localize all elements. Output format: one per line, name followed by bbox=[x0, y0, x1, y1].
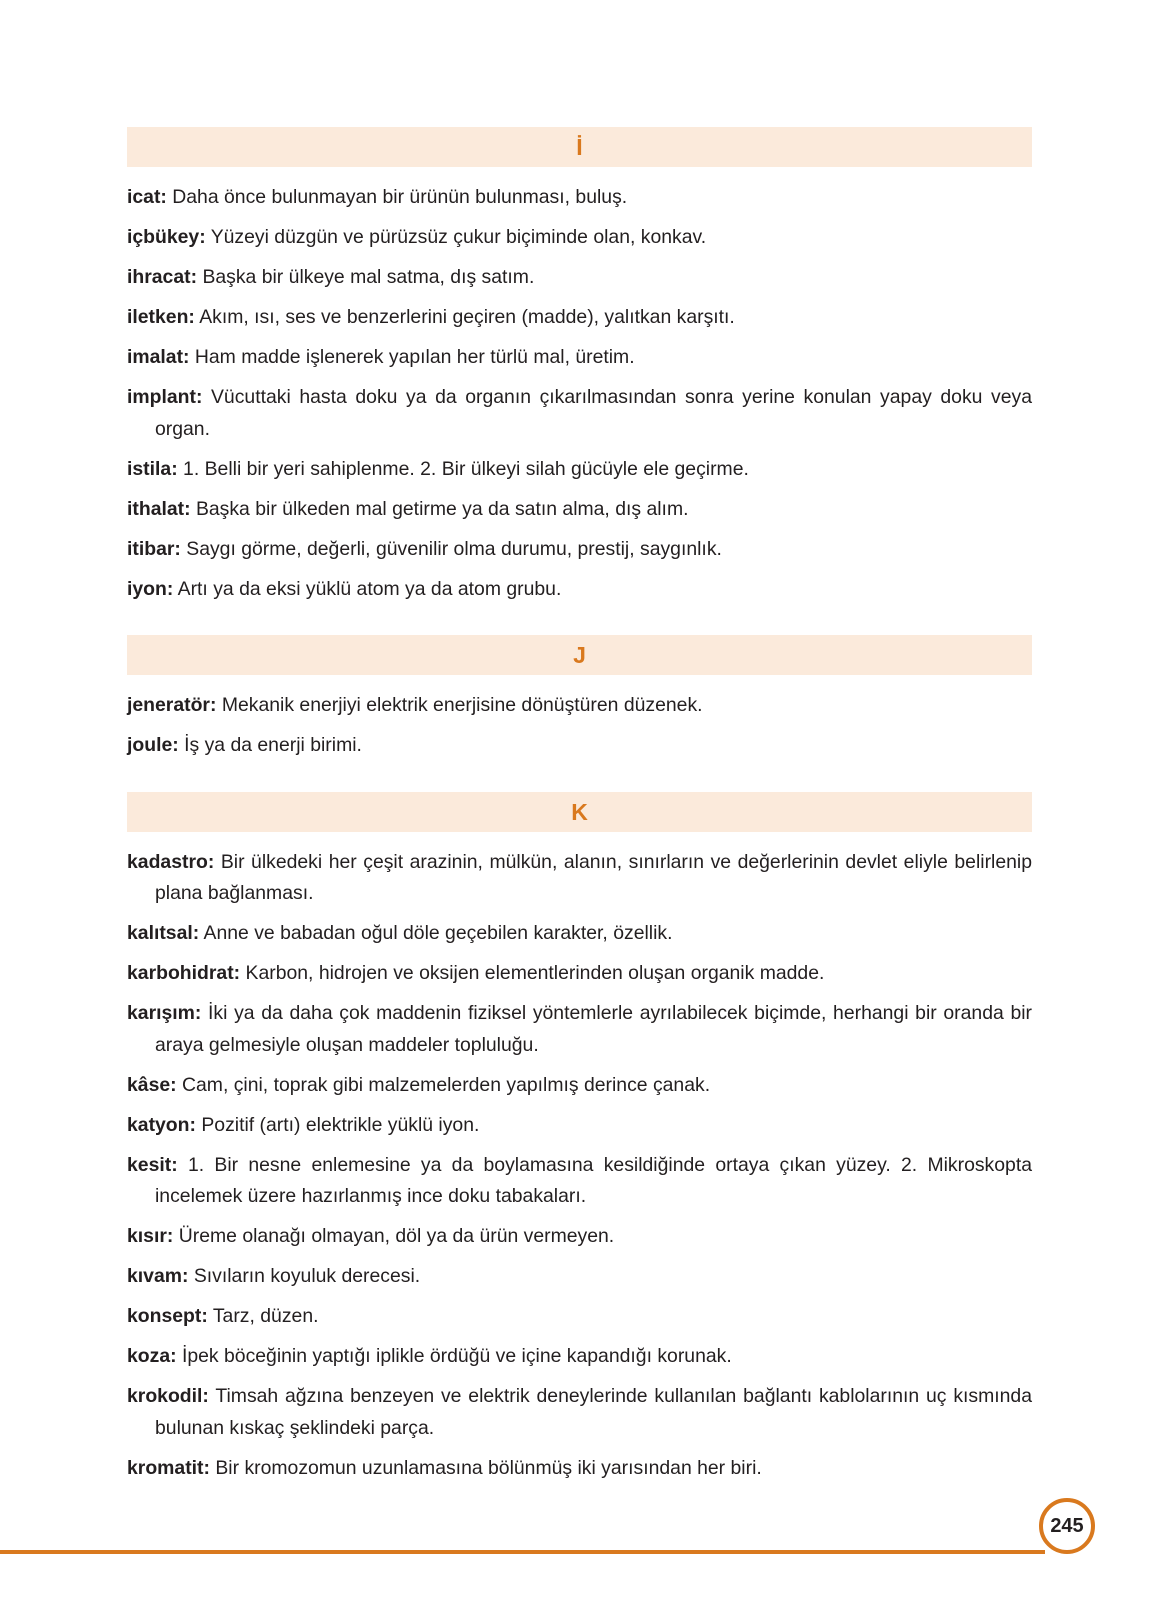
glossary-entry bbox=[127, 574, 1032, 606]
entry-term: karbohidrat: bbox=[127, 962, 241, 984]
entry-term: koza: bbox=[127, 1345, 177, 1367]
entry-term: içbükey: bbox=[127, 226, 206, 248]
entry-definition: Ham madde işlenerek yapılan her türlü mal, üretim. bbox=[194, 346, 635, 368]
section-letter-heading: İ bbox=[127, 127, 1032, 167]
entry-term: kromatit: bbox=[127, 1456, 210, 1479]
entry-term: kıvam: bbox=[127, 1265, 189, 1287]
entry-term: krokodil: bbox=[127, 1385, 209, 1407]
entry-term: kısır: bbox=[127, 1225, 174, 1247]
entry-definition: Tarz, düzen. bbox=[212, 1305, 319, 1327]
entry-definition: Karbon, hidrojen ve oksijen elementlerinden oluşan organik madde. bbox=[245, 962, 825, 984]
entry-definition: Vücuttaki hasta doku ya da organın çıkarılmasından sonra yerine konulan yapay doku veya organ. bbox=[155, 386, 1032, 440]
entry-term: ihracat: bbox=[127, 266, 198, 288]
section-k bbox=[127, 792, 1032, 1485]
entry-term: joule: bbox=[127, 734, 179, 756]
entry-term: konsept: bbox=[127, 1305, 208, 1327]
entry-definition: Daha önce bulunmayan bir ürünün bulunması, buluş. bbox=[172, 186, 628, 208]
entry-term: kalıtsal: bbox=[127, 922, 200, 944]
glossary-entry bbox=[127, 1381, 1032, 1444]
entry-definition: Sıvıların koyuluk derecesi. bbox=[193, 1265, 421, 1287]
entry-term: iyon: bbox=[127, 577, 174, 600]
glossary-entry bbox=[127, 1341, 1032, 1373]
glossary-entry bbox=[127, 1110, 1032, 1142]
page-number: 245 bbox=[1039, 1498, 1095, 1554]
entry-definition: Artı ya da eksi yüklü atom ya da atom grubu. bbox=[177, 577, 562, 600]
entry-definition: İki ya da daha çok maddenin fiziksel yöntemlerle ayrılabilecek biçimde, herhangi bir oranda bir araya gelmesiyle oluşan maddeler topluluğu. bbox=[155, 1002, 1032, 1056]
glossary-entry bbox=[127, 998, 1032, 1061]
glossary-entry bbox=[127, 958, 1032, 990]
glossary-entry bbox=[127, 454, 1032, 486]
entry-term: kesit: bbox=[127, 1153, 178, 1176]
glossary-entry bbox=[127, 918, 1032, 950]
section-i bbox=[127, 127, 1032, 605]
glossary-entry bbox=[127, 1453, 1032, 1485]
entry-definition: Mekanik enerjiyi elektrik enerjisine dönüştüren düzenek. bbox=[221, 694, 703, 716]
glossary-content bbox=[127, 127, 1032, 1514]
entry-definition: Başka bir ülkeye mal satma, dış satım. bbox=[202, 266, 535, 288]
glossary-entry bbox=[127, 1070, 1032, 1102]
entry-term: itibar: bbox=[127, 537, 181, 560]
entry-definition: İş ya da enerji birimi. bbox=[184, 734, 362, 756]
entry-definition: İpek böceğinin yaptığı iplikle ördüğü ve içine kapandığı korunak. bbox=[181, 1345, 732, 1367]
entry-definition: Bir kromozomun uzunlamasına bölünmüş iki yarısından her biri. bbox=[215, 1456, 762, 1479]
entry-definition: Pozitif (artı) elektrikle yüklü iyon. bbox=[201, 1113, 480, 1136]
entry-term: karışım: bbox=[127, 1002, 202, 1024]
entry-definition: 1. Bir nesne enlemesine ya da boylamasına kesildiğinde ortaya çıkan yüzey. 2. Mikroskopta incelemek üzere hazırlanmış ince doku tabakaları. bbox=[155, 1153, 1032, 1207]
entry-term: kadastro: bbox=[127, 850, 215, 873]
entry-definition: 1. Belli bir yeri sahiplenme. 2. Bir ülkeyi silah gücüyle ele geçirme. bbox=[183, 457, 749, 480]
entry-term: kâse: bbox=[127, 1073, 177, 1096]
entry-term: jeneratör: bbox=[127, 694, 217, 716]
entry-definition: Cam, çini, toprak gibi malzemelerden yapılmış derince çanak. bbox=[182, 1073, 711, 1096]
entry-term: katyon: bbox=[127, 1113, 196, 1136]
glossary-entry bbox=[127, 1221, 1032, 1253]
glossary-entry bbox=[127, 730, 1032, 762]
section-letter-heading: J bbox=[127, 635, 1032, 675]
entry-term: ithalat: bbox=[127, 497, 191, 520]
entry-definition: Akım, ısı, ses ve benzerlerini geçiren (madde), yalıtkan karşıtı. bbox=[199, 306, 735, 328]
glossary-entry bbox=[127, 222, 1032, 254]
entry-term: iletken: bbox=[127, 306, 195, 328]
entry-definition: Anne ve babadan oğul döle geçebilen karakter, özellik. bbox=[203, 922, 673, 944]
glossary-entry bbox=[127, 1150, 1032, 1213]
entry-definition: Saygı görme, değerli, güvenilir olma durumu, prestij, saygınlık. bbox=[186, 537, 722, 560]
entry-definition: Üreme olanağı olmayan, döl ya da ürün vermeyen. bbox=[178, 1225, 615, 1247]
entry-definition: Başka bir ülkeden mal getirme ya da satın alma, dış alım. bbox=[195, 497, 689, 520]
footer-rule bbox=[0, 1550, 1045, 1554]
glossary-entry bbox=[127, 494, 1032, 526]
entry-term: implant: bbox=[127, 386, 203, 408]
glossary-entry bbox=[127, 262, 1032, 294]
glossary-entry bbox=[127, 382, 1032, 445]
glossary-entry bbox=[127, 1301, 1032, 1333]
entry-definition: Yüzeyi düzgün ve pürüzsüz çukur biçiminde olan, konkav. bbox=[210, 226, 707, 248]
entry-definition: Timsah ağzına benzeyen ve elektrik deneylerinde kullanılan bağlantı kablolarının uç kısmında bulunan kıskaç şeklindeki parça. bbox=[155, 1385, 1032, 1439]
section-j bbox=[127, 635, 1032, 762]
glossary-entry bbox=[127, 1261, 1032, 1293]
section-letter-heading: K bbox=[127, 792, 1032, 832]
glossary-entry bbox=[127, 847, 1032, 910]
entry-definition: Bir ülkedeki her çeşit arazinin, mülkün, alanın, sınırların ve değerlerinin devlet eliyle belirlenip plana bağlanması. bbox=[155, 850, 1033, 904]
glossary-entry bbox=[127, 534, 1032, 566]
entry-term: istila: bbox=[127, 457, 178, 480]
glossary-entry bbox=[127, 182, 1032, 214]
glossary-entry bbox=[127, 690, 1032, 722]
entry-term: imalat: bbox=[127, 346, 190, 368]
glossary-entry bbox=[127, 342, 1032, 374]
entry-term: icat: bbox=[127, 186, 167, 208]
glossary-entry bbox=[127, 302, 1032, 334]
